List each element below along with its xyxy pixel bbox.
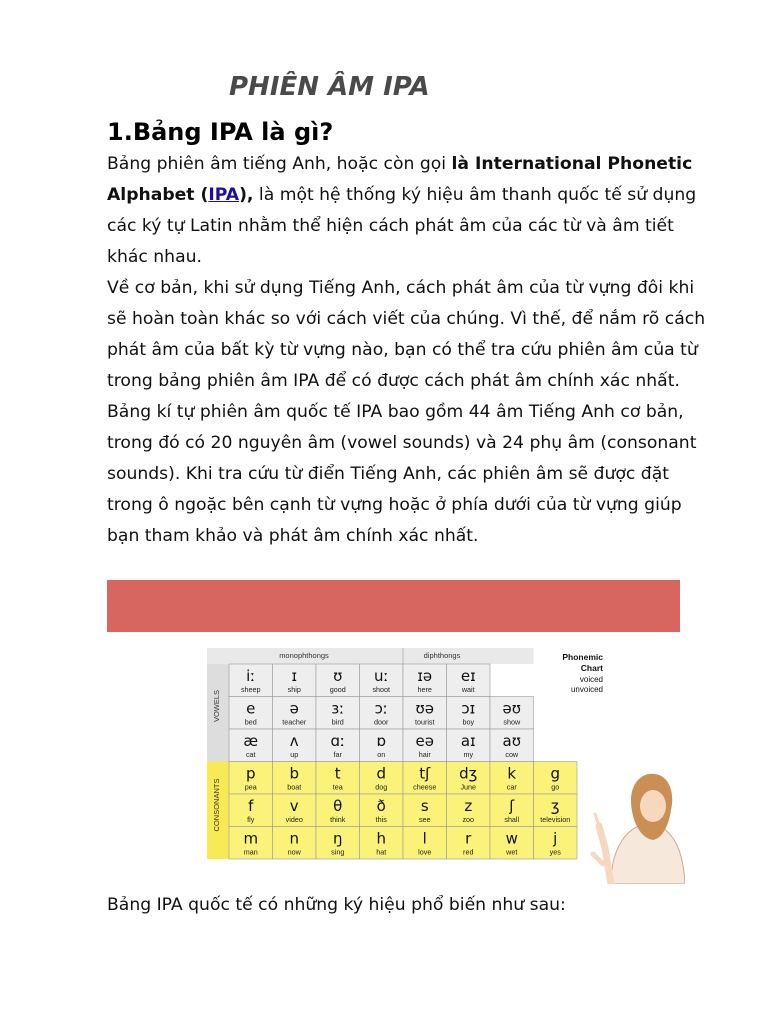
- vowel-symbol: aɪ: [460, 732, 476, 750]
- consonant-example-word: video: [285, 815, 303, 824]
- vowel-symbol: ə: [289, 699, 299, 718]
- vowel-example-word: here: [417, 685, 432, 694]
- consonant-example-word: fly: [247, 815, 255, 824]
- document-title: PHIÊN ÂM IPA: [229, 72, 430, 102]
- consonant-symbol: k: [507, 764, 517, 783]
- vowel-example-word: tourist: [414, 717, 435, 727]
- vowel-symbol: əʊ: [502, 699, 521, 718]
- paragraph-pronunciation: Về cơ bản, khi sử dụng Tiếng Anh, cách phát âm của từ vựng đôi khi sẽ hoàn toàn khác so với cách viết của chúng. Vì thế, để nắm rõ cách phát âm của bất kỳ từ vựng nào, bạn có thể tra cứu phiên âm của từ trong bảng phiên âm IPA để có được cách phát âm chính xác nhất.: [107, 278, 706, 391]
- vowel-example-word: bird: [331, 717, 344, 727]
- consonant-example-word: this: [375, 815, 387, 824]
- vowel-symbol: ʌ: [289, 732, 299, 750]
- vowel-symbol: aʊ: [502, 732, 521, 750]
- vowel-example-word: sheep: [240, 685, 261, 694]
- consonant-example-word: see: [418, 815, 431, 824]
- consonant-symbol: dʒ: [459, 764, 478, 783]
- consonant-symbol: ð: [376, 797, 386, 815]
- consonant-symbol: ŋ: [332, 829, 343, 848]
- para1-intro: Bảng phiên âm tiếng Anh, hoặc còn gọi: [107, 154, 452, 174]
- body-text: [107, 149, 707, 552]
- vowel-symbol: ɔɪ: [461, 699, 476, 718]
- red-banner: [107, 580, 680, 632]
- monophthongs-header: monophthongs: [279, 651, 329, 660]
- consonant-symbol: d: [376, 764, 387, 783]
- consonant-symbol: m: [243, 829, 259, 848]
- consonant-symbol: t: [334, 764, 341, 783]
- consonant-example-word: yes: [549, 847, 561, 857]
- consonant-example-word: boat: [287, 782, 302, 792]
- vowel-symbol: ɔː: [374, 699, 388, 718]
- consonant-example-word: now: [287, 847, 301, 857]
- consonant-example-word: car: [506, 782, 517, 792]
- vowel-example-word: up: [290, 750, 299, 759]
- vowel-example-word: shoot: [372, 685, 391, 694]
- paragraph-ipa-definition: [107, 149, 707, 273]
- consonant-symbol: b: [289, 764, 300, 783]
- vowel-example-word: show: [503, 717, 521, 727]
- para1-rest: là một hệ thống ký hiệu âm thanh quốc tế sử dụng các ký tự Latin nhằm thể hiện cách phát âm của các từ và âm tiết khác nhau.: [107, 185, 697, 267]
- consonant-example-word: shall: [504, 815, 520, 824]
- consonant-example-word: pea: [244, 782, 257, 792]
- para1-bold-term: là International Phonetic Alphabet (: [107, 154, 693, 205]
- vowel-example-word: teacher: [282, 717, 307, 727]
- vowel-example-word: cow: [505, 750, 519, 759]
- vowel-example-word: cat: [245, 750, 256, 759]
- consonant-example-word: love: [418, 847, 432, 857]
- vowel-example-word: my: [463, 750, 474, 759]
- vowel-example-word: hair: [418, 750, 431, 759]
- consonant-symbol: h: [376, 829, 387, 848]
- vowel-symbol: ɒ: [376, 732, 387, 750]
- para1-bold-close: ),: [239, 185, 254, 205]
- legend-title-line2: Chart: [580, 663, 603, 673]
- legend-voiced: voiced: [579, 675, 603, 684]
- vowel-symbol: æ: [243, 732, 259, 750]
- consonant-symbol: ʃ: [509, 797, 515, 815]
- consonant-example-word: man: [243, 847, 258, 857]
- vowel-symbol: uː: [373, 667, 389, 685]
- consonant-example-word: think: [330, 815, 346, 824]
- vowels-side-label: VOWELS: [212, 689, 221, 723]
- vowel-example-word: bed: [244, 717, 257, 727]
- vowel-symbol: ɜː: [331, 699, 345, 718]
- consonant-symbol: j: [553, 829, 558, 848]
- consonant-symbol: l: [422, 829, 427, 848]
- consonant-example-word: tea: [332, 782, 343, 792]
- vowel-symbol: ʊə: [415, 699, 434, 718]
- vowel-example-word: ship: [287, 685, 301, 694]
- vowel-example-word: good: [329, 685, 346, 694]
- vowel-symbol: ɪ: [291, 667, 298, 685]
- vowel-example-word: wait: [461, 685, 475, 694]
- phonemic-chart-graphic: [207, 648, 685, 884]
- consonant-example-word: go: [551, 782, 560, 792]
- consonant-symbol: r: [465, 829, 472, 848]
- consonant-example-word: June: [460, 782, 477, 792]
- consonant-symbol: θ: [333, 797, 343, 815]
- consonant-symbol: s: [420, 797, 429, 815]
- vowel-symbol: ʊ: [333, 667, 343, 685]
- vowel-example-word: boy: [462, 717, 475, 727]
- consonant-example-word: red: [463, 847, 474, 857]
- consonant-symbol: z: [464, 797, 473, 815]
- vowel-symbol: ɪə: [417, 667, 433, 685]
- vowel-example-word: door: [374, 717, 389, 727]
- vowel-symbol: eɪ: [460, 667, 476, 685]
- consonant-symbol: v: [289, 797, 299, 815]
- legend-title-line1: Phonemic: [562, 652, 603, 662]
- phonemic-chart: [207, 648, 685, 884]
- consonant-example-word: dog: [375, 782, 388, 792]
- consonants-side-label: CONSONANTS: [212, 778, 221, 832]
- chart-header-band: [207, 648, 534, 664]
- consonant-symbol: ʒ: [550, 797, 560, 815]
- vowel-example-word: on: [377, 750, 386, 759]
- consonant-example-word: cheese: [413, 782, 437, 792]
- diphthongs-header: diphthongs: [423, 651, 461, 660]
- vowel-symbol: ɑː: [330, 732, 346, 750]
- vowel-example-word: far: [333, 750, 342, 759]
- vowel-symbol: e: [246, 699, 256, 718]
- paragraph-sound-count: Bảng kí tự phiên âm quốc tế IPA bao gồm 44 âm Tiếng Anh cơ bản, trong đó có 20 nguyên âm (vowel sounds) và 24 phụ âm (consonant sounds). Khi tra cứu từ điển Tiếng Anh, các phiên âm sẽ được đặt trong ô ngoặc bên cạnh từ vựng hoặc ở phía dưới của từ vựng giúp bạn tham khảo và phát âm chính xác nhất.: [107, 402, 697, 546]
- consonant-example-word: sing: [331, 847, 345, 857]
- consonant-example-word: hat: [376, 847, 387, 857]
- consonant-example-word: wet: [506, 847, 518, 857]
- legend-unvoiced: unvoiced: [570, 685, 603, 694]
- consonant-symbol: n: [289, 829, 300, 848]
- chart-caption: Bảng IPA quốc tế có những ký hiệu phổ biến như sau:: [107, 895, 566, 915]
- consonant-symbol: f: [248, 797, 254, 815]
- section-heading: 1.Bảng IPA là gì?: [107, 118, 334, 146]
- consonant-example-word: zoo: [462, 815, 475, 824]
- consonant-symbol: g: [550, 764, 561, 783]
- vowel-symbol: iː: [246, 667, 256, 685]
- teacher-face: [640, 790, 666, 822]
- consonant-symbol: p: [245, 764, 256, 783]
- consonant-symbol: w: [505, 829, 518, 848]
- consonant-example-word: television: [540, 815, 571, 824]
- vowel-symbol: eə: [415, 732, 434, 750]
- ipa-link[interactable]: IPA: [208, 185, 240, 205]
- consonant-symbol: tʃ: [419, 764, 431, 783]
